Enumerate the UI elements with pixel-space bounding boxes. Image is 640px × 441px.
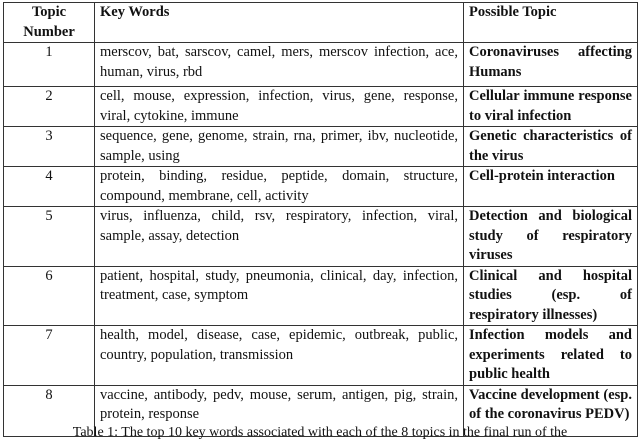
table-row [4, 127, 638, 167]
topics-table [3, 2, 638, 437]
topic-number-cell: 8 [4, 385, 95, 436]
possible-topic-cell: Detection and biological study of respiratory viruses [464, 207, 638, 267]
key-words-cell: virus, influenza, child, rsv, respiratory, infection, viral, sample, assay, detection [95, 207, 464, 267]
possible-topic-cell: Cell-protein interaction [464, 167, 638, 207]
key-words-cell: merscov, bat, sarscov, camel, mers, merscov infection, ace, human, virus, rbd [95, 43, 464, 87]
table-row [4, 266, 638, 326]
key-words-cell: vaccine, antibody, pedv, mouse, serum, antigen, pig, strain, protein, response [95, 385, 464, 436]
topic-number-cell: 6 [4, 266, 95, 326]
possible-topic-cell: Cellular immune response to viral infection [464, 87, 638, 127]
table-row [4, 326, 638, 386]
table-row [4, 87, 638, 127]
topic-number-cell: 4 [4, 167, 95, 207]
possible-topic-cell: Clinical and hospital studies (esp. of respiratory illnesses) [464, 266, 638, 326]
possible-topic-cell: Vaccine development (esp. of the coronavirus PEDV) [464, 385, 638, 436]
possible-topic-cell: Coronaviruses affecting Humans [464, 43, 638, 87]
table-header-row [4, 3, 638, 43]
key-words-cell: sequence, gene, genome, strain, rna, primer, ibv, nucleotide, sample, using [95, 127, 464, 167]
header-possible-topic: Possible Topic [464, 3, 638, 43]
key-words-cell: protein, binding, residue, peptide, domain, structure, compound, membrane, cell, activity [95, 167, 464, 207]
key-words-cell: cell, mouse, expression, infection, virus, gene, response, viral, cytokine, immune [95, 87, 464, 127]
topic-number-cell: 5 [4, 207, 95, 267]
key-words-cell: patient, hospital, study, pneumonia, clinical, day, infection, treatment, case, symptom [95, 266, 464, 326]
table-row [4, 43, 638, 87]
topic-number-cell: 1 [4, 43, 95, 87]
header-topic-number: Topic Number [4, 3, 95, 43]
table-row [4, 167, 638, 207]
header-key-words: Key Words [95, 3, 464, 43]
table-row [4, 207, 638, 267]
topic-number-cell: 3 [4, 127, 95, 167]
key-words-cell: health, model, disease, case, epidemic, outbreak, public, country, population, transmission [95, 326, 464, 386]
possible-topic-cell: Infection models and experiments related to public health [464, 326, 638, 386]
topic-number-cell: 2 [4, 87, 95, 127]
topic-number-cell: 7 [4, 326, 95, 386]
table-caption: Table 1: The top 10 key words associated with each of the 8 topics in the final run of the [72, 425, 568, 440]
possible-topic-cell: Genetic characteristics of the virus [464, 127, 638, 167]
